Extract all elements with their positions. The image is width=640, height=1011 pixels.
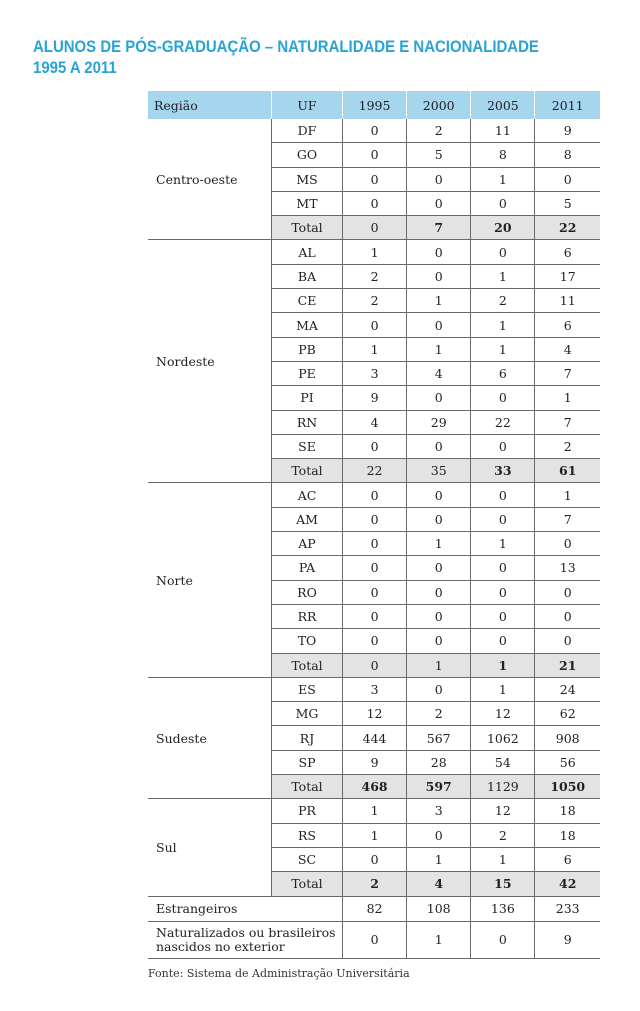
table-row (148, 799, 600, 823)
uf-cell: ES (272, 677, 343, 701)
value-cell: 11 (535, 289, 600, 313)
value-cell: 0 (471, 556, 535, 580)
table-row (148, 240, 600, 264)
value-cell: 61 (535, 459, 600, 483)
value-cell: 908 (535, 726, 600, 750)
value-cell: 33 (471, 459, 535, 483)
value-cell: 7 (407, 216, 471, 240)
uf-cell: CE (272, 289, 343, 313)
value-cell: 18 (535, 799, 600, 823)
title-line-2: 1995 A 2011 (33, 58, 117, 77)
uf-cell: DF (272, 119, 343, 143)
value-cell: 0 (343, 921, 407, 958)
value-cell: 82 (343, 896, 407, 921)
value-cell: 1 (471, 677, 535, 701)
value-cell: 1 (471, 847, 535, 871)
value-cell: 1 (407, 532, 471, 556)
uf-cell: RR (272, 604, 343, 628)
value-cell: 1 (407, 847, 471, 871)
value-cell: 0 (535, 629, 600, 653)
value-cell: 6 (471, 361, 535, 385)
value-cell: 22 (535, 216, 600, 240)
value-cell: 20 (471, 216, 535, 240)
value-cell: 1 (343, 240, 407, 264)
region-cell: Nordeste (148, 240, 272, 483)
value-cell: 108 (407, 896, 471, 921)
value-cell: 13 (535, 556, 600, 580)
uf-cell: MA (272, 313, 343, 337)
value-cell: 0 (535, 580, 600, 604)
footer-row (148, 921, 600, 958)
value-cell: 0 (407, 629, 471, 653)
value-cell: 11 (471, 119, 535, 143)
value-cell: 54 (471, 750, 535, 774)
region-cell: Sudeste (148, 677, 272, 798)
value-cell: 0 (343, 167, 407, 191)
value-cell: 2 (343, 289, 407, 313)
value-cell: 5 (535, 191, 600, 215)
footer-label: Naturalizados ou brasileiros nascidos no exterior (148, 921, 343, 958)
value-cell: 0 (471, 629, 535, 653)
value-cell: 1 (535, 386, 600, 410)
value-cell: 0 (343, 216, 407, 240)
value-cell: 17 (535, 264, 600, 288)
value-cell: 597 (407, 775, 471, 799)
uf-cell: PB (272, 337, 343, 361)
value-cell: 2 (407, 702, 471, 726)
value-cell: 444 (343, 726, 407, 750)
value-cell: 2 (535, 434, 600, 458)
uf-cell: PE (272, 361, 343, 385)
value-cell: 0 (407, 483, 471, 507)
value-cell: 0 (407, 313, 471, 337)
value-cell: 0 (535, 167, 600, 191)
header-cell: Região (148, 91, 272, 119)
value-cell: 0 (343, 507, 407, 531)
uf-cell: TO (272, 629, 343, 653)
header-cell: 2011 (535, 91, 600, 119)
value-cell: 9 (535, 119, 600, 143)
value-cell: 0 (343, 847, 407, 871)
value-cell: 0 (343, 143, 407, 167)
uf-cell: BA (272, 264, 343, 288)
value-cell: 6 (535, 313, 600, 337)
value-cell: 0 (407, 604, 471, 628)
page-title (33, 36, 561, 78)
value-cell: 3 (343, 361, 407, 385)
uf-cell: RN (272, 410, 343, 434)
footer-row (148, 896, 600, 921)
value-cell: 2 (471, 289, 535, 313)
uf-cell: Total (272, 653, 343, 677)
uf-cell: PI (272, 386, 343, 410)
value-cell: 56 (535, 750, 600, 774)
uf-cell: AP (272, 532, 343, 556)
table-row (148, 677, 600, 701)
value-cell: 0 (407, 264, 471, 288)
value-cell: 1 (535, 483, 600, 507)
value-cell: 0 (407, 580, 471, 604)
value-cell: 1 (471, 653, 535, 677)
value-cell: 136 (471, 896, 535, 921)
value-cell: 1062 (471, 726, 535, 750)
value-cell: 2 (407, 119, 471, 143)
footer-label: Estrangeiros (148, 896, 343, 921)
value-cell: 0 (343, 604, 407, 628)
value-cell: 4 (343, 410, 407, 434)
value-cell: 1 (407, 653, 471, 677)
value-cell: 0 (343, 532, 407, 556)
uf-cell: AC (272, 483, 343, 507)
value-cell: 0 (471, 191, 535, 215)
value-cell: 8 (471, 143, 535, 167)
header-cell: 1995 (343, 91, 407, 119)
value-cell: 1 (407, 337, 471, 361)
uf-cell: Total (272, 459, 343, 483)
value-cell: 0 (407, 240, 471, 264)
uf-cell: RO (272, 580, 343, 604)
header-cell: UF (272, 91, 343, 119)
value-cell: 0 (407, 677, 471, 701)
value-cell: 7 (535, 507, 600, 531)
value-cell: 3 (343, 677, 407, 701)
source-note: Fonte: Sistema de Administração Universitária (148, 967, 410, 980)
uf-cell: RJ (272, 726, 343, 750)
uf-cell: RS (272, 823, 343, 847)
uf-cell: SC (272, 847, 343, 871)
value-cell: 6 (535, 240, 600, 264)
value-cell: 7 (535, 361, 600, 385)
value-cell: 0 (343, 629, 407, 653)
header-cell: 2005 (471, 91, 535, 119)
value-cell: 0 (471, 240, 535, 264)
value-cell: 0 (471, 921, 535, 958)
table-row (148, 119, 600, 143)
value-cell: 0 (471, 483, 535, 507)
value-cell: 12 (471, 799, 535, 823)
value-cell: 24 (535, 677, 600, 701)
uf-cell: MS (272, 167, 343, 191)
value-cell: 1 (407, 921, 471, 958)
value-cell: 0 (407, 434, 471, 458)
value-cell: 0 (343, 556, 407, 580)
value-cell: 21 (535, 653, 600, 677)
region-cell: Sul (148, 799, 272, 896)
value-cell: 0 (535, 532, 600, 556)
value-cell: 0 (343, 653, 407, 677)
value-cell: 35 (407, 459, 471, 483)
value-cell: 6 (535, 847, 600, 871)
uf-cell: SP (272, 750, 343, 774)
value-cell: 233 (535, 896, 600, 921)
uf-cell: AM (272, 507, 343, 531)
uf-cell: SE (272, 434, 343, 458)
table-row (148, 483, 600, 507)
value-cell: 28 (407, 750, 471, 774)
data-table (148, 91, 600, 959)
value-cell: 0 (407, 556, 471, 580)
value-cell: 1 (407, 289, 471, 313)
value-cell: 0 (343, 313, 407, 337)
value-cell: 0 (343, 434, 407, 458)
value-cell: 0 (535, 604, 600, 628)
value-cell: 0 (343, 580, 407, 604)
header-cell: 2000 (407, 91, 471, 119)
value-cell: 1 (471, 337, 535, 361)
value-cell: 5 (407, 143, 471, 167)
title-line-1: ALUNOS DE PÓS-GRADUAÇÃO – NATURALIDADE E NACIONALIDADE (33, 37, 539, 56)
uf-cell: Total (272, 872, 343, 896)
value-cell: 1 (471, 264, 535, 288)
value-cell: 22 (343, 459, 407, 483)
value-cell: 4 (407, 361, 471, 385)
value-cell: 0 (471, 386, 535, 410)
value-cell: 9 (535, 921, 600, 958)
value-cell: 1 (471, 313, 535, 337)
value-cell: 22 (471, 410, 535, 434)
value-cell: 4 (535, 337, 600, 361)
value-cell: 1 (343, 799, 407, 823)
value-cell: 1 (471, 167, 535, 191)
value-cell: 1 (343, 337, 407, 361)
value-cell: 8 (535, 143, 600, 167)
uf-cell: MG (272, 702, 343, 726)
value-cell: 0 (407, 191, 471, 215)
value-cell: 7 (535, 410, 600, 434)
value-cell: 0 (407, 167, 471, 191)
uf-cell: Total (272, 775, 343, 799)
uf-cell: MT (272, 191, 343, 215)
header-row (148, 91, 600, 119)
value-cell: 0 (407, 823, 471, 847)
uf-cell: GO (272, 143, 343, 167)
value-cell: 9 (343, 750, 407, 774)
value-cell: 2 (471, 823, 535, 847)
value-cell: 2 (343, 872, 407, 896)
value-cell: 1 (471, 532, 535, 556)
region-cell: Norte (148, 483, 272, 677)
value-cell: 468 (343, 775, 407, 799)
value-cell: 12 (471, 702, 535, 726)
value-cell: 29 (407, 410, 471, 434)
value-cell: 0 (471, 604, 535, 628)
value-cell: 0 (471, 580, 535, 604)
uf-cell: PA (272, 556, 343, 580)
value-cell: 12 (343, 702, 407, 726)
uf-cell: AL (272, 240, 343, 264)
value-cell: 9 (343, 386, 407, 410)
value-cell: 2 (343, 264, 407, 288)
value-cell: 1050 (535, 775, 600, 799)
value-cell: 1129 (471, 775, 535, 799)
value-cell: 0 (471, 507, 535, 531)
region-cell: Centro-oeste (148, 119, 272, 240)
value-cell: 4 (407, 872, 471, 896)
value-cell: 0 (343, 191, 407, 215)
value-cell: 0 (471, 434, 535, 458)
value-cell: 0 (407, 386, 471, 410)
value-cell: 0 (343, 119, 407, 143)
value-cell: 0 (343, 483, 407, 507)
value-cell: 15 (471, 872, 535, 896)
uf-cell: Total (272, 216, 343, 240)
value-cell: 0 (407, 507, 471, 531)
value-cell: 62 (535, 702, 600, 726)
value-cell: 18 (535, 823, 600, 847)
uf-cell: PR (272, 799, 343, 823)
value-cell: 3 (407, 799, 471, 823)
value-cell: 42 (535, 872, 600, 896)
value-cell: 1 (343, 823, 407, 847)
value-cell: 567 (407, 726, 471, 750)
